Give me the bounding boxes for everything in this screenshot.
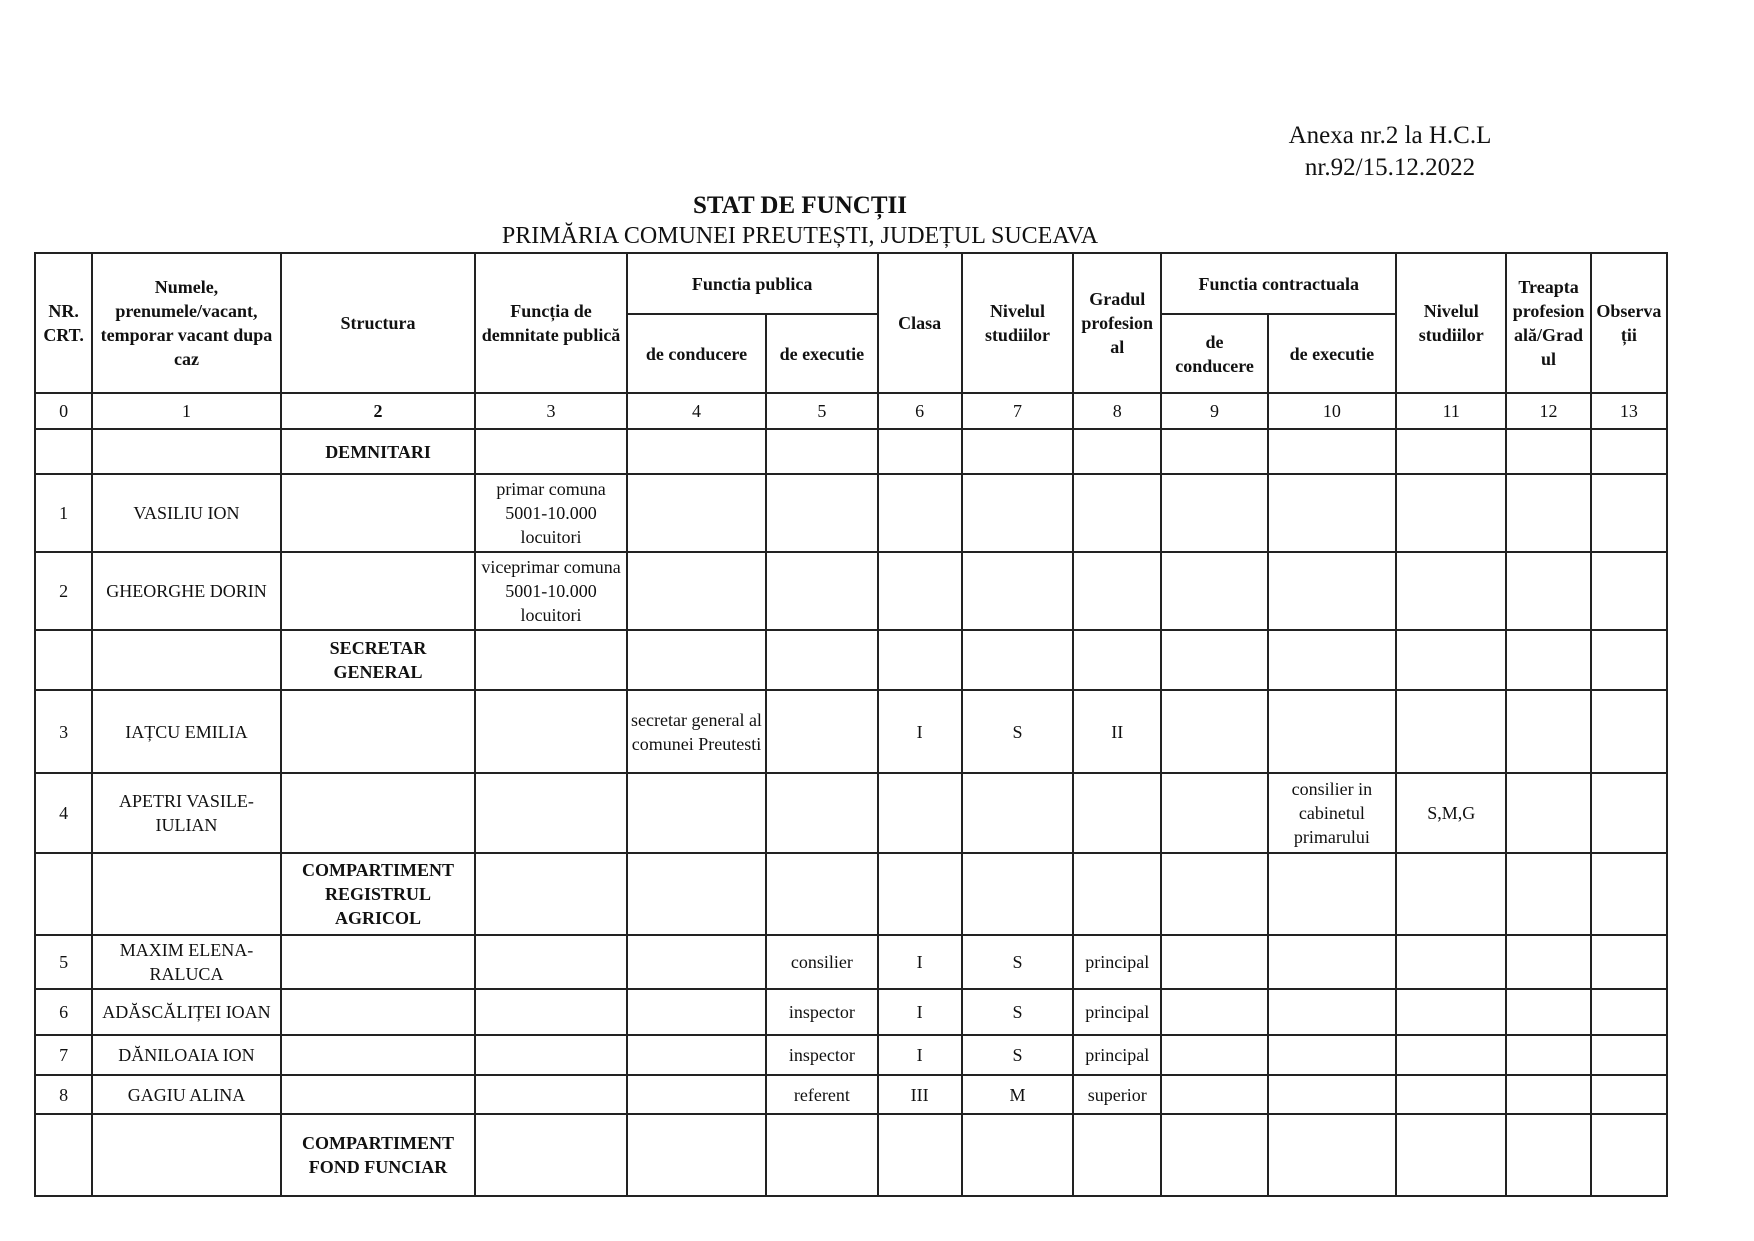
column-index-3: 3	[475, 393, 626, 429]
document-subtitle: PRIMĂRIA COMUNEI PREUTEȘTI, JUDEȚUL SUCEAVA	[501, 223, 1099, 249]
cell-fp-conducere: secretar general al comunei Preutesti	[627, 690, 766, 773]
cell-treapta	[1506, 1075, 1590, 1114]
cell-fp-conducere	[627, 1114, 766, 1196]
cell-fc-conducere	[1161, 989, 1267, 1035]
header-functia-publica: Functia publica	[627, 253, 878, 314]
column-index-5: 5	[766, 393, 877, 429]
cell-demnitate	[475, 935, 626, 989]
cell-clasa: I	[878, 989, 962, 1035]
cell-fc-conducere	[1161, 552, 1267, 630]
table-body	[35, 393, 1667, 1196]
cell-fc-conducere	[1161, 474, 1267, 552]
table-row	[35, 989, 1667, 1035]
cell-fc-executie	[1268, 1114, 1396, 1196]
cell-section	[281, 690, 476, 773]
cell-nr: 5	[35, 935, 92, 989]
cell-fc-conducere	[1161, 630, 1267, 690]
cell-observatii	[1591, 474, 1667, 552]
cell-fc-conducere	[1161, 690, 1267, 773]
cell-nivel2	[1396, 989, 1506, 1035]
cell-fp-executie	[766, 429, 877, 474]
cell-fc-conducere	[1161, 935, 1267, 989]
header-structura: Structura	[281, 253, 476, 393]
cell-grad	[1073, 853, 1161, 935]
header-demnitate: Funcția de demnitate publică	[475, 253, 626, 393]
table-row	[35, 935, 1667, 989]
cell-section	[281, 989, 476, 1035]
cell-fc-executie	[1268, 989, 1396, 1035]
cell-fc-executie	[1268, 630, 1396, 690]
cell-section	[281, 935, 476, 989]
cell-treapta	[1506, 935, 1590, 989]
cell-treapta	[1506, 474, 1590, 552]
cell-observatii	[1591, 1114, 1667, 1196]
cell-clasa	[878, 853, 962, 935]
cell-demnitate	[475, 1114, 626, 1196]
cell-observatii	[1591, 552, 1667, 630]
header-fp-conducere: de conducere	[627, 314, 766, 393]
cell-treapta	[1506, 690, 1590, 773]
cell-nivel	[962, 1114, 1073, 1196]
column-index-9: 9	[1161, 393, 1267, 429]
cell-fp-conducere	[627, 474, 766, 552]
cell-demnitate	[475, 630, 626, 690]
cell-grad	[1073, 474, 1161, 552]
cell-clasa: III	[878, 1075, 962, 1114]
staff-table	[34, 252, 1668, 1197]
cell-nivel2	[1396, 1114, 1506, 1196]
cell-nr: 1	[35, 474, 92, 552]
cell-section	[281, 1035, 476, 1075]
cell-observatii	[1591, 935, 1667, 989]
column-index-10: 10	[1268, 393, 1396, 429]
cell-nivel: S	[962, 989, 1073, 1035]
cell-nivel2: S,M,G	[1396, 773, 1506, 853]
cell-demnitate	[475, 429, 626, 474]
cell-fc-executie	[1268, 935, 1396, 989]
cell-fc-conducere	[1161, 1114, 1267, 1196]
column-index-0: 0	[35, 393, 92, 429]
cell-section	[281, 1075, 476, 1114]
cell-nivel: S	[962, 1035, 1073, 1075]
cell-nr: 2	[35, 552, 92, 630]
cell-nivel2	[1396, 1035, 1506, 1075]
cell-treapta	[1506, 552, 1590, 630]
cell-nivel2	[1396, 630, 1506, 690]
cell-fc-conducere	[1161, 1035, 1267, 1075]
table-row	[35, 1035, 1667, 1075]
section-row	[35, 853, 1667, 935]
cell-nume	[92, 429, 281, 474]
cell-clasa: I	[878, 935, 962, 989]
cell-fp-conducere	[627, 935, 766, 989]
cell-observatii	[1591, 429, 1667, 474]
cell-fc-conducere	[1161, 429, 1267, 474]
table-row	[35, 474, 1667, 552]
cell-fc-conducere	[1161, 1075, 1267, 1114]
cell-fp-conducere	[627, 552, 766, 630]
cell-nr: 8	[35, 1075, 92, 1114]
cell-clasa: I	[878, 690, 962, 773]
cell-nivel: S	[962, 935, 1073, 989]
header-fc-executie: de executie	[1268, 314, 1396, 393]
column-index-8: 8	[1073, 393, 1161, 429]
cell-grad: superior	[1073, 1075, 1161, 1114]
cell-fp-conducere	[627, 1035, 766, 1075]
cell-nr	[35, 1114, 92, 1196]
column-index-1: 1	[92, 393, 281, 429]
cell-fc-executie	[1268, 1075, 1396, 1114]
cell-fp-executie	[766, 474, 877, 552]
cell-treapta	[1506, 429, 1590, 474]
header-fc-conducere: de conducere	[1161, 314, 1267, 393]
cell-nivel2	[1396, 935, 1506, 989]
cell-nume: GAGIU ALINA	[92, 1075, 281, 1114]
cell-fp-executie	[766, 773, 877, 853]
cell-demnitate	[475, 1075, 626, 1114]
cell-grad	[1073, 429, 1161, 474]
cell-demnitate	[475, 773, 626, 853]
cell-fc-conducere	[1161, 773, 1267, 853]
cell-fp-executie	[766, 552, 877, 630]
section-row	[35, 1114, 1667, 1196]
header-observatii: Observa ții	[1591, 253, 1667, 393]
cell-nivel2	[1396, 690, 1506, 773]
cell-fc-executie	[1268, 853, 1396, 935]
header-grad: Gradul profesion al	[1073, 253, 1161, 393]
cell-grad	[1073, 630, 1161, 690]
header-nivel-studii: Nivelul studiilor	[962, 253, 1073, 393]
cell-fp-executie: consilier	[766, 935, 877, 989]
column-index-4: 4	[627, 393, 766, 429]
cell-fc-executie	[1268, 690, 1396, 773]
section-row	[35, 429, 1667, 474]
cell-treapta	[1506, 853, 1590, 935]
cell-nivel	[962, 552, 1073, 630]
cell-grad: II	[1073, 690, 1161, 773]
header-functia-contractuala: Functia contractuala	[1161, 253, 1396, 314]
cell-nume: IAȚCU EMILIA	[92, 690, 281, 773]
cell-section: COMPARTIMENT REGISTRUL AGRICOL	[281, 853, 476, 935]
cell-treapta	[1506, 1035, 1590, 1075]
cell-fp-conducere	[627, 1075, 766, 1114]
column-index-7: 7	[962, 393, 1073, 429]
cell-fp-executie	[766, 690, 877, 773]
cell-treapta	[1506, 1114, 1590, 1196]
cell-section	[281, 773, 476, 853]
cell-fp-executie	[766, 1114, 877, 1196]
cell-nr	[35, 429, 92, 474]
cell-clasa: I	[878, 1035, 962, 1075]
cell-fp-conducere	[627, 630, 766, 690]
cell-nr: 4	[35, 773, 92, 853]
cell-section	[281, 474, 476, 552]
cell-nume	[92, 853, 281, 935]
header-nume: Numele, prenumele/vacant, temporar vacant dupa caz	[92, 253, 281, 393]
cell-clasa	[878, 429, 962, 474]
cell-clasa	[878, 773, 962, 853]
cell-nume: DĂNILOAIA ION	[92, 1035, 281, 1075]
cell-nivel	[962, 773, 1073, 853]
cell-observatii	[1591, 1035, 1667, 1075]
cell-section	[281, 552, 476, 630]
cell-grad	[1073, 552, 1161, 630]
cell-treapta	[1506, 989, 1590, 1035]
cell-nivel: M	[962, 1075, 1073, 1114]
cell-nivel2	[1396, 474, 1506, 552]
cell-section: DEMNITARI	[281, 429, 476, 474]
cell-nivel	[962, 853, 1073, 935]
header-fp-executie: de executie	[766, 314, 877, 393]
cell-observatii	[1591, 773, 1667, 853]
cell-observatii	[1591, 1075, 1667, 1114]
cell-treapta	[1506, 773, 1590, 853]
cell-demnitate: viceprimar comuna 5001-10.000 locuitori	[475, 552, 626, 630]
cell-fp-conducere	[627, 853, 766, 935]
cell-nivel2	[1396, 853, 1506, 935]
cell-nr	[35, 630, 92, 690]
cell-fc-executie	[1268, 429, 1396, 474]
column-index-2: 2	[281, 393, 476, 429]
cell-fp-executie: inspector	[766, 1035, 877, 1075]
cell-fp-executie: referent	[766, 1075, 877, 1114]
annex-reference	[1240, 120, 1540, 184]
table-row	[35, 1075, 1667, 1114]
cell-fp-conducere	[627, 773, 766, 853]
cell-nr: 3	[35, 690, 92, 773]
cell-demnitate	[475, 1035, 626, 1075]
cell-observatii	[1591, 989, 1667, 1035]
header-clasa: Clasa	[878, 253, 962, 393]
cell-observatii	[1591, 630, 1667, 690]
cell-fc-conducere	[1161, 853, 1267, 935]
cell-clasa	[878, 474, 962, 552]
cell-section: SECRETAR GENERAL	[281, 630, 476, 690]
table-row	[35, 690, 1667, 773]
cell-nivel2	[1396, 429, 1506, 474]
column-index-12: 12	[1506, 393, 1590, 429]
cell-nume	[92, 630, 281, 690]
annex-line-2: nr.92/15.12.2022	[1304, 154, 1476, 181]
cell-demnitate	[475, 989, 626, 1035]
column-index-13: 13	[1591, 393, 1667, 429]
cell-nr	[35, 853, 92, 935]
cell-demnitate	[475, 853, 626, 935]
cell-nivel	[962, 429, 1073, 474]
cell-fp-executie: inspector	[766, 989, 877, 1035]
cell-nivel	[962, 630, 1073, 690]
cell-fp-conducere	[627, 429, 766, 474]
section-row	[35, 630, 1667, 690]
table-row	[35, 773, 1667, 853]
cell-observatii	[1591, 853, 1667, 935]
cell-nr: 6	[35, 989, 92, 1035]
cell-grad: principal	[1073, 935, 1161, 989]
cell-fc-executie	[1268, 552, 1396, 630]
cell-nume: VASILIU ION	[92, 474, 281, 552]
cell-nume	[92, 1114, 281, 1196]
cell-clasa	[878, 552, 962, 630]
column-index-6: 6	[878, 393, 962, 429]
table-row	[35, 552, 1667, 630]
header-nr: NR. CRT.	[35, 253, 92, 393]
cell-fp-executie	[766, 853, 877, 935]
cell-nr: 7	[35, 1035, 92, 1075]
cell-demnitate	[475, 690, 626, 773]
cell-section: COMPARTIMENT FOND FUNCIAR	[281, 1114, 476, 1196]
header-nivel-studii-2: Nivelul studiilor	[1396, 253, 1506, 393]
cell-treapta	[1506, 630, 1590, 690]
annex-line-1: Anexa nr.2 la H.C.L	[1288, 122, 1492, 149]
cell-grad	[1073, 773, 1161, 853]
cell-nume: APETRI VASILE-IULIAN	[92, 773, 281, 853]
cell-nivel	[962, 474, 1073, 552]
cell-fc-executie	[1268, 1035, 1396, 1075]
cell-observatii	[1591, 690, 1667, 773]
header-treapta: Treapta profesion ală/Grad ul	[1506, 253, 1590, 393]
cell-fc-executie	[1268, 474, 1396, 552]
cell-fc-executie: consilier in cabinetul primarului	[1268, 773, 1396, 853]
cell-nivel: S	[962, 690, 1073, 773]
cell-nume: MAXIM ELENA-RALUCA	[92, 935, 281, 989]
cell-fp-executie	[766, 630, 877, 690]
cell-nume: ADĂSCĂLIȚEI IOAN	[92, 989, 281, 1035]
cell-grad: principal	[1073, 1035, 1161, 1075]
cell-nume: GHEORGHE DORIN	[92, 552, 281, 630]
cell-clasa	[878, 1114, 962, 1196]
cell-demnitate: primar comuna 5001-10.000 locuitori	[475, 474, 626, 552]
document-title: STAT DE FUNCȚII	[693, 192, 907, 219]
cell-nivel2	[1396, 1075, 1506, 1114]
cell-fp-conducere	[627, 989, 766, 1035]
cell-clasa	[878, 630, 962, 690]
column-index-11: 11	[1396, 393, 1506, 429]
cell-nivel2	[1396, 552, 1506, 630]
cell-grad: principal	[1073, 989, 1161, 1035]
cell-grad	[1073, 1114, 1161, 1196]
